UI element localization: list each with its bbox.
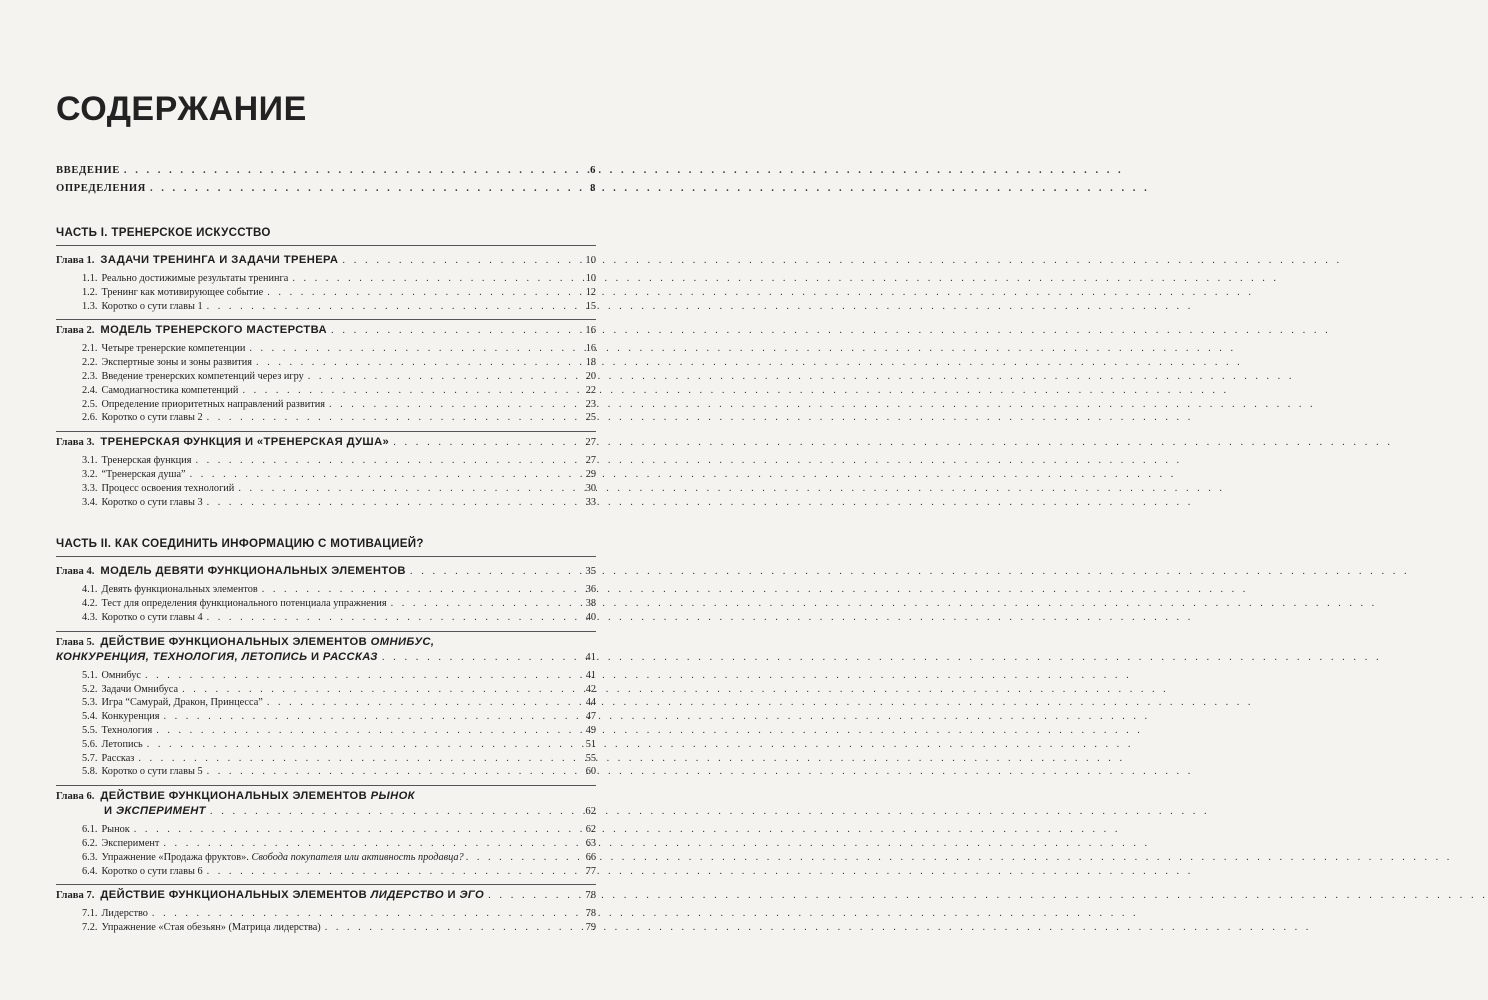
chapter-number: Глава 1.	[56, 255, 95, 266]
chapter-number: Глава 4.	[56, 566, 95, 578]
section-entry[interactable]: 5.8. Коротко о сути главы 5 . . . 60	[56, 765, 596, 779]
section-entry[interactable]: 5.2. Задачи Омнибуса . . . 42	[56, 683, 596, 697]
section-entry[interactable]: 5.6. Летопись . . . 51	[56, 738, 596, 752]
chapter-heading[interactable]	[56, 253, 596, 268]
entry-title: ОПРЕДЕЛЕНИЯ	[56, 183, 146, 194]
section-entry[interactable]: 1.2. Тренинг как мотивирующее событие . . . 12	[56, 286, 596, 300]
chapter-1	[56, 250, 596, 313]
section-entry[interactable]: 6.4. Коротко о сути главы 6 . . . 77	[56, 865, 596, 879]
chapter-7	[56, 884, 596, 935]
section-entry[interactable]: 7.1. Лидерство . . . 78	[56, 907, 596, 921]
part-heading: ЧАСТЬ II. КАК СОЕДИНИТЬ ИНФОРМАЦИЮ С МОТИВАЦИЕЙ?	[56, 537, 596, 557]
chapter-title: ДЕЙСТВИЕ ФУНКЦИОНАЛЬНЫХ ЭЛЕМЕНТОВ ЛИДЕРСТВО И ЭГО	[100, 889, 485, 902]
section-entry[interactable]: 5.3. Игра “Самурай, Дракон, Принцесса” . . . 44	[56, 696, 596, 710]
chapter-heading[interactable]	[56, 323, 596, 338]
entry-page: 78	[585, 890, 596, 902]
chapter-heading-continued[interactable]: КОНКУРЕНЦИЯ, ТЕХНОЛОГИЯ, ЛЕТОПИСЬ И РАССКАЗ . . . 41	[56, 650, 596, 665]
chapter-title: ТРЕНЕРСКАЯ ФУНКЦИЯ И «ТРЕНЕРСКАЯ ДУША»	[100, 436, 390, 449]
section-entry[interactable]: 4.1. Девять функциональных элементов . . . 36	[56, 583, 596, 597]
section-entry[interactable]: 3.3. Процесс освоения технологий . . . 30	[56, 482, 596, 496]
entry-page: 10	[585, 255, 596, 266]
chapter-title: ДЕЙСТВИЕ ФУНКЦИОНАЛЬНЫХ ЭЛЕМЕНТОВ РЫНОК	[100, 790, 415, 803]
section-entry[interactable]: 3.4. Коротко о сути главы 3 . . . 33	[56, 496, 596, 510]
table-of-contents	[56, 162, 596, 941]
section-entry[interactable]: 6.3. Упражнение «Продажа фруктов». Свобода покупателя или активность продавца? . . . 66	[56, 851, 596, 865]
chapter-heading[interactable]	[56, 635, 596, 650]
section-entry[interactable]: 5.5. Технология . . . 49	[56, 724, 596, 738]
chapter-title: МОДЕЛЬ ДЕВЯТИ ФУНКЦИОНАЛЬНЫХ ЭЛЕМЕНТОВ	[100, 565, 406, 578]
chapter-number: Глава 7.	[56, 890, 95, 902]
toc-page	[0, 0, 685, 1000]
section-entry[interactable]: 5.4. Конкуренция . . . 47	[56, 710, 596, 724]
entry-page: 35	[585, 566, 596, 578]
entry-page: 62	[585, 806, 596, 818]
entry-page: 16	[585, 325, 596, 337]
entry-page: 6	[590, 165, 596, 176]
chapter-number: Глава 6.	[56, 791, 95, 803]
chapter-6	[56, 785, 596, 878]
chapter-number: Глава 2.	[56, 325, 95, 337]
section-entry[interactable]: 7.2. Упражнение «Стая обезьян» (Матрица лидерства) . . . 79	[56, 921, 596, 935]
section-entry[interactable]: 3.2. “Тренерская душа” . . . 29	[56, 468, 596, 482]
chapter-heading[interactable]	[56, 564, 596, 579]
toc-entry-introduction[interactable]	[56, 162, 596, 180]
section-entry[interactable]: 1.3. Коротко о сути главы 1 . . . 15	[56, 300, 596, 314]
section-entry[interactable]: 5.1. Омнибус . . . 41	[56, 669, 596, 683]
section-entry[interactable]: 4.3. Коротко о сути главы 4 . . . 40	[56, 611, 596, 625]
chapter-3	[56, 431, 596, 509]
chapter-4	[56, 561, 596, 624]
chapter-number: Глава 5.	[56, 636, 95, 648]
chapter-heading[interactable]	[56, 888, 596, 903]
chapter-heading[interactable]	[56, 435, 596, 450]
entry-page: 8	[590, 183, 596, 194]
section-entry[interactable]: 6.1. Рынок . . . 62	[56, 823, 596, 837]
section-entry[interactable]: 2.4. Самодиагностика компетенций . . . 22	[56, 384, 596, 398]
part-heading: ЧАСТЬ I. ТРЕНЕРСКОЕ ИСКУССТВО	[56, 226, 596, 246]
chapter-number: Глава 3.	[56, 437, 95, 449]
section-entry[interactable]: 2.6. Коротко о сути главы 2 . . . 25	[56, 411, 596, 425]
entry-page: 27	[585, 437, 596, 449]
section-entry[interactable]: 2.2. Экспертные зоны и зоны развития . . . 18	[56, 356, 596, 370]
chapter-heading[interactable]	[56, 789, 596, 804]
section-entry[interactable]: 4.2. Тест для определения функционального потенциала упражнения . . . 38	[56, 597, 596, 611]
section-entry[interactable]: 2.3. Введение тренерских компетенций через игру . . . 20	[56, 370, 596, 384]
chapter-5	[56, 631, 596, 779]
chapter-heading-continued[interactable]: И ЭКСПЕРИМЕНТ . . . 62	[56, 804, 596, 819]
section-entry[interactable]: 2.5. Определение приоритетных направлений развития . . . 23	[56, 398, 596, 412]
section-entry[interactable]: 1.1. Реально достижимые результаты тренинга . . . 10	[56, 272, 596, 286]
entry-page: 41	[585, 651, 596, 663]
chapter-title: ЗАДАЧИ ТРЕНИНГА И ЗАДАЧИ ТРЕНЕРА	[100, 254, 339, 266]
section-entry[interactable]: 2.1. Четыре тренерские компетенции . . . 16	[56, 342, 596, 356]
chapter-title: ДЕЙСТВИЕ ФУНКЦИОНАЛЬНЫХ ЭЛЕМЕНТОВ ОМНИБУС,	[100, 635, 435, 648]
section-entry[interactable]: 3.1. Тренерская функция . . . 27	[56, 454, 596, 468]
chapter-2	[56, 319, 596, 425]
section-entry[interactable]: 5.7. Рассказ . . . 55	[56, 752, 596, 766]
chapter-title: МОДЕЛЬ ТРЕНЕРСКОГО МАСТЕРСТВА	[100, 324, 328, 337]
entry-title: ВВЕДЕНИЕ	[56, 165, 120, 176]
section-entry[interactable]: 6.2. Эксперимент . . . 63	[56, 837, 596, 851]
page-title: СОДЕРЖАНИЕ	[56, 90, 307, 128]
toc-entry-definitions[interactable]	[56, 180, 596, 198]
